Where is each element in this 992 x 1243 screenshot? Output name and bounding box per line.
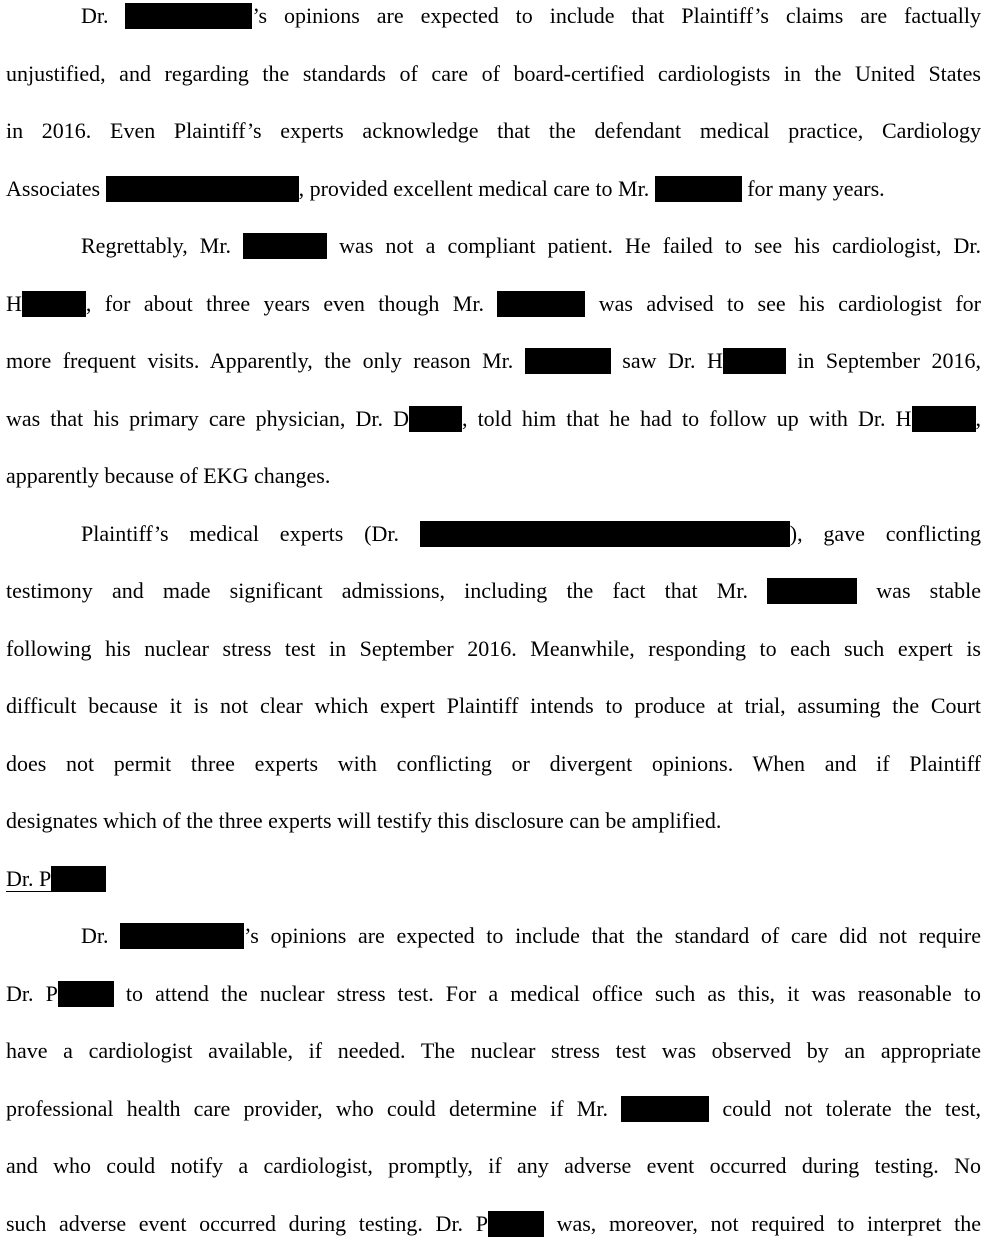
text-line: unjustified, and regarding the standards of care of board-certified cardiologists in the United States [6,61,981,86]
text-line: difficult because it is not clear which expert Plaintiff intends to produce at trial, assuming the Court [6,693,981,718]
redaction-block [125,3,252,29]
redaction-block [723,348,786,374]
redaction-block [51,866,106,892]
redaction-block [655,176,742,202]
redaction-block [912,406,976,432]
redaction-block [106,176,299,202]
text-line: was that his primary care physician, Dr. D , told him that he had to follow up with Dr. H , [6,406,981,431]
text-line: and who could notify a cardiologist, promptly, if any adverse event occurred during testing. No [6,1153,981,1178]
redaction-block [767,578,857,604]
redaction-block [525,348,611,374]
text-line: in 2016. Even Plaintiff’s experts acknowledge that the defendant medical practice, Cardiology [6,118,981,143]
text-line: more frequent visits. Apparently, the only reason Mr. saw Dr. H in September 2016, [6,348,981,373]
redaction-block [497,291,585,317]
redaction-block [420,521,790,547]
text-line: Dr. ’s opinions are expected to include that Plaintiff’s claims are factually [81,3,981,28]
redaction-block [488,1211,544,1237]
text-line: Regrettably, Mr. was not a compliant patient. He failed to see his cardiologist, Dr. [81,233,981,258]
redaction-block [621,1096,709,1122]
text-line: have a cardiologist available, if needed. The nuclear stress test was observed by an appropriate [6,1038,981,1063]
text-line: Associates , provided excellent medical care to Mr. for many years. [6,176,885,201]
text-line: Dr. ’s opinions are expected to include that the standard of care did not require [81,923,982,948]
redaction-block [409,406,462,432]
redaction-block [120,923,244,949]
redaction-block [58,981,114,1007]
text-line: H , for about three years even though Mr. was advised to see his cardiologist for [6,291,982,316]
text-line: does not permit three experts with conflicting or divergent opinions. When and if Plaintiff [6,751,981,776]
text-line: following his nuclear stress test in September 2016. Meanwhile, responding to each such expert is [6,636,981,661]
text-line: apparently because of EKG changes. [6,463,331,488]
text-line: such adverse event occurred during testing. Dr. P was, moreover, not required to interpret the [6,1211,982,1236]
section-heading: Dr. P [6,859,106,899]
text-line: professional health care provider, who could determine if Mr. could not tolerate the test, [6,1096,982,1121]
redaction-block [243,233,327,259]
redaction-block [22,291,86,317]
text-line: Plaintiff’s medical experts (Dr. ), gave conflicting [81,521,981,546]
text-line: designates which of the three experts will testify this disclosure can be amplified. [6,808,722,833]
text-line: testimony and made significant admissions, including the fact that Mr. was stable [6,578,981,603]
text-line: Dr. P to attend the nuclear stress test. For a medical office such as this, it was reasonable to [6,981,981,1006]
